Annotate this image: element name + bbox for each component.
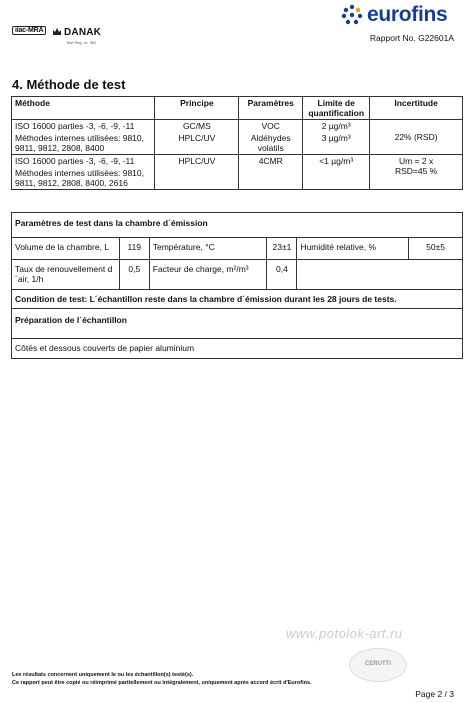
prep-title: Préparation de l´échantillon	[12, 309, 463, 339]
methods-header-row	[12, 97, 463, 120]
header-limite: Limite de quantification	[303, 97, 370, 120]
header-principe: Principe	[155, 97, 239, 120]
params-row: Taux de renouvellement d´air, 1/h 0,5 Facteur de charge, m²/m³ 0,4	[12, 260, 463, 290]
params-row: Volume de la chambre, L 119 Température, °C 23±1 Humidité relative, % 50±5	[12, 238, 463, 260]
table-row: Méthodes internes utilisées: 9810, 9811, 9812, 2808, 8400 HPLC/UV Aldéhydes volatils 3 µg/m³	[12, 132, 463, 155]
prep-text: Côtés et dessous couverts de papier aluminium	[12, 339, 463, 359]
methods-table	[11, 96, 463, 190]
ilac-mra-logo: ilac-MRA	[12, 26, 46, 35]
page-number: Page 2 / 3	[415, 689, 454, 699]
header-incertitude: Incertitude	[370, 97, 463, 120]
eurofins-dots-icon	[341, 4, 363, 26]
watermark: www.potolok-art.ru	[286, 626, 403, 641]
test-condition: Condition de test: L´échantillon reste dans la chambre d´émission durant les 28 jours de tests.	[12, 290, 463, 309]
footer-notes: Les résultats concernent uniquement le ou les échantillon(s) testé(s). Ce rapport peut être copié ou réimprimé partiellement ou intégralement, uniquement après accord écrit d'Eurofins.	[12, 672, 312, 687]
section-title: 4. Méthode de test	[12, 77, 126, 92]
table-row: Méthodes internes utilisées: 9810, 9811, 9812, 2808, 8400, 2616	[12, 167, 463, 190]
table-row: ISO 16000 parties -3, -6, -9, -11 GC/MS VOC 2 µg/m³ 22% (RSD)	[12, 120, 463, 133]
cerutti-seal: CERUTTI	[349, 648, 407, 682]
params-table	[11, 212, 463, 359]
params-title: Paramètres de test dans la chambre d´émission	[12, 213, 463, 238]
uncertainty-cell: Um = 2 x RSD=45 %	[370, 155, 463, 190]
crown-icon	[52, 27, 62, 36]
eurofins-logo: eurofins	[341, 3, 447, 27]
table-row: ISO 16000 parties -3, -6, -9, -11 HPLC/UV 4CMR <1 µg/m³ Um = 2 x RSD=45 %	[12, 155, 463, 168]
danak-logo: DANAK Test Reg. nr. 361	[52, 22, 101, 45]
report-number: Rapport No. G22601A	[369, 33, 454, 43]
header-methode: Méthode	[12, 97, 155, 120]
header-parametres: Paramètres	[239, 97, 303, 120]
